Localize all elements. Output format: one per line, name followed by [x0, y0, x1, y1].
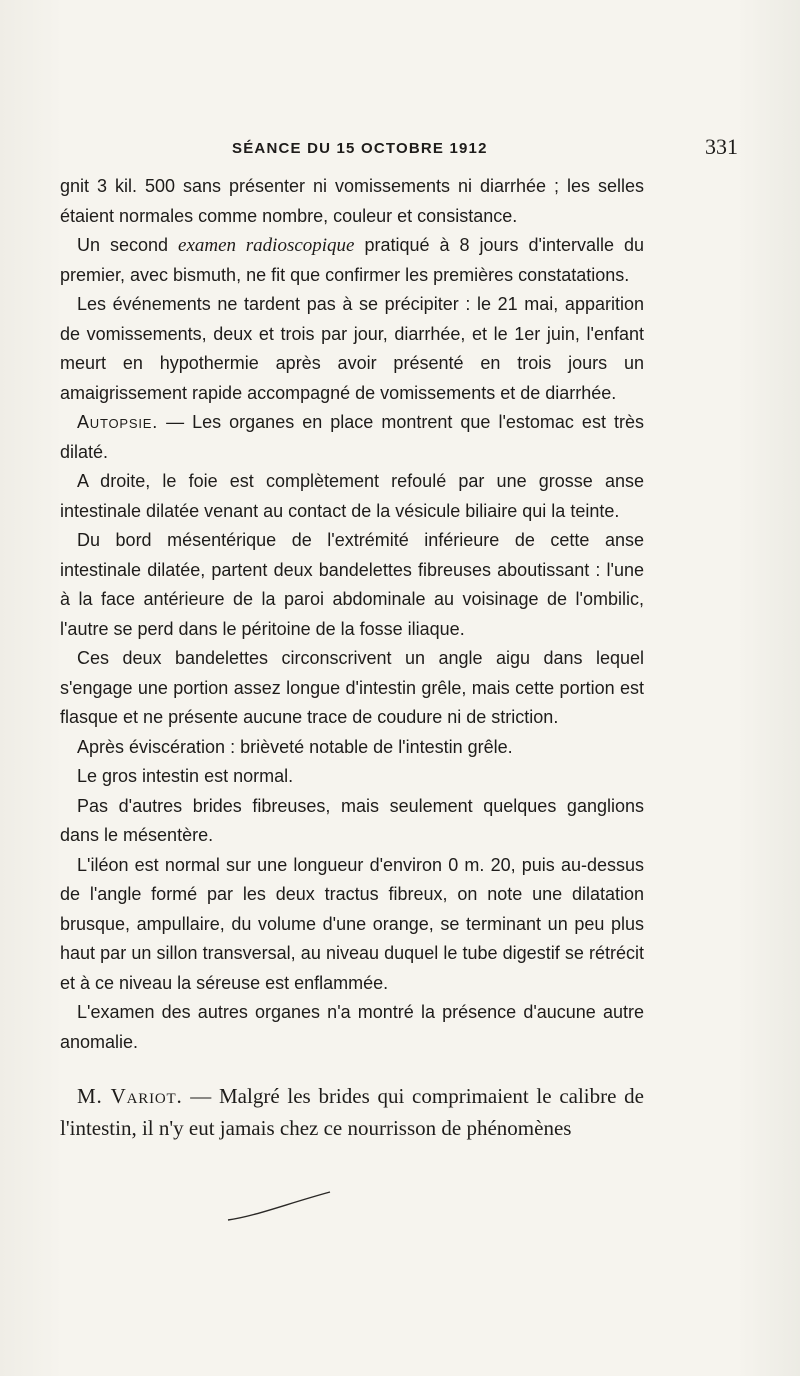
paragraph-6: Du bord mésentérique de l'extrémité inférieure de cette anse intestinale dilatée, partent deux bandelettes fibreuses aboutissant : l'une à la face antérieure de la paroi abdominale au voisinage de l'ombilic, l'autre se perd dans le péritoine de la fosse iliaque. [60, 530, 644, 639]
paragraph-2-italic: examen radioscopique [178, 235, 355, 256]
paragraph-7: Ces deux bandelettes circonscrivent un angle aigu dans lequel s'engage une portion assez longue d'intestin grêle, mais cette portion est flasque et ne présente aucune trace de coudure ni de striction. [60, 648, 644, 727]
paragraph-12: L'examen des autres organes n'a montré la présence d'aucune autre anomalie. [60, 1002, 644, 1052]
paragraph-8: Après éviscération : brièveté notable de l'intestin grêle. [77, 736, 513, 757]
paragraph-2-start: Un second [77, 235, 169, 255]
paragraph-11: L'iléon est normal sur une longueur d'environ 0 m. 20, puis au-dessus de l'angle formé par les deux tractus fibreux, on note une dilatation brusque, ampullaire, du volume d'une orange, se terminant un peu plus haut par un sillon transversal, au niveau duquel le tube digestif se rétrécit et à ce niveau la séreuse est enflammée. [60, 854, 644, 993]
running-head: SÉANCE DU 15 OCTOBRE 1912 [232, 140, 488, 157]
paragraph-3: Les événements ne tardent pas à se précipiter : le 21 mai, apparition de vomissements, deux et trois par jour, diarrhée, et le 1er juin, l'enfant meurt en hypothermie après avoir présenté en trois jours un amaigrissement rapide accompagné de vomissements et de diarrhée. [60, 294, 644, 403]
page-header [60, 134, 740, 168]
paragraph-4-rest: — Les organes en place montrent que l'estomac est très dilaté. [60, 412, 644, 462]
paragraph-5: A droite, le foie est complètement refoulé par une grosse anse intestinale dilatée venant au contact de la vésicule biliaire qui la teinte. [60, 471, 644, 521]
speaker-name: M. Variot. [77, 1084, 183, 1108]
pen-stroke-mark [226, 1186, 336, 1226]
discussion [60, 1080, 644, 1144]
paragraph-9: Le gros intestin est normal. [77, 766, 294, 786]
discussion-paragraph [60, 1080, 644, 1144]
autopsy-label: Autopsie. [77, 412, 159, 432]
page-number: 331 [705, 134, 738, 159]
paragraph-2 [60, 231, 644, 290]
discussion-text: — Malgré les brides qui comprimaient le calibre de l'intestin, il n'y eut jamais chez ce nourrisson de phénomènes [60, 1084, 644, 1140]
paragraph-4 [60, 408, 644, 467]
paragraph-2-rest: pratiqué à 8 jours d'intervalle du premier, avec bismuth, ne fit que confirmer les premières constatations. [60, 235, 644, 285]
document-body [60, 172, 644, 1057]
paragraph-1: gnit 3 kil. 500 sans présenter ni vomissements ni diarrhée ; les selles étaient normales comme nombre, couleur et consistance. [60, 176, 644, 226]
paragraph-10: Pas d'autres brides fibreuses, mais seulement quelques ganglions dans le mésentère. [60, 795, 644, 845]
